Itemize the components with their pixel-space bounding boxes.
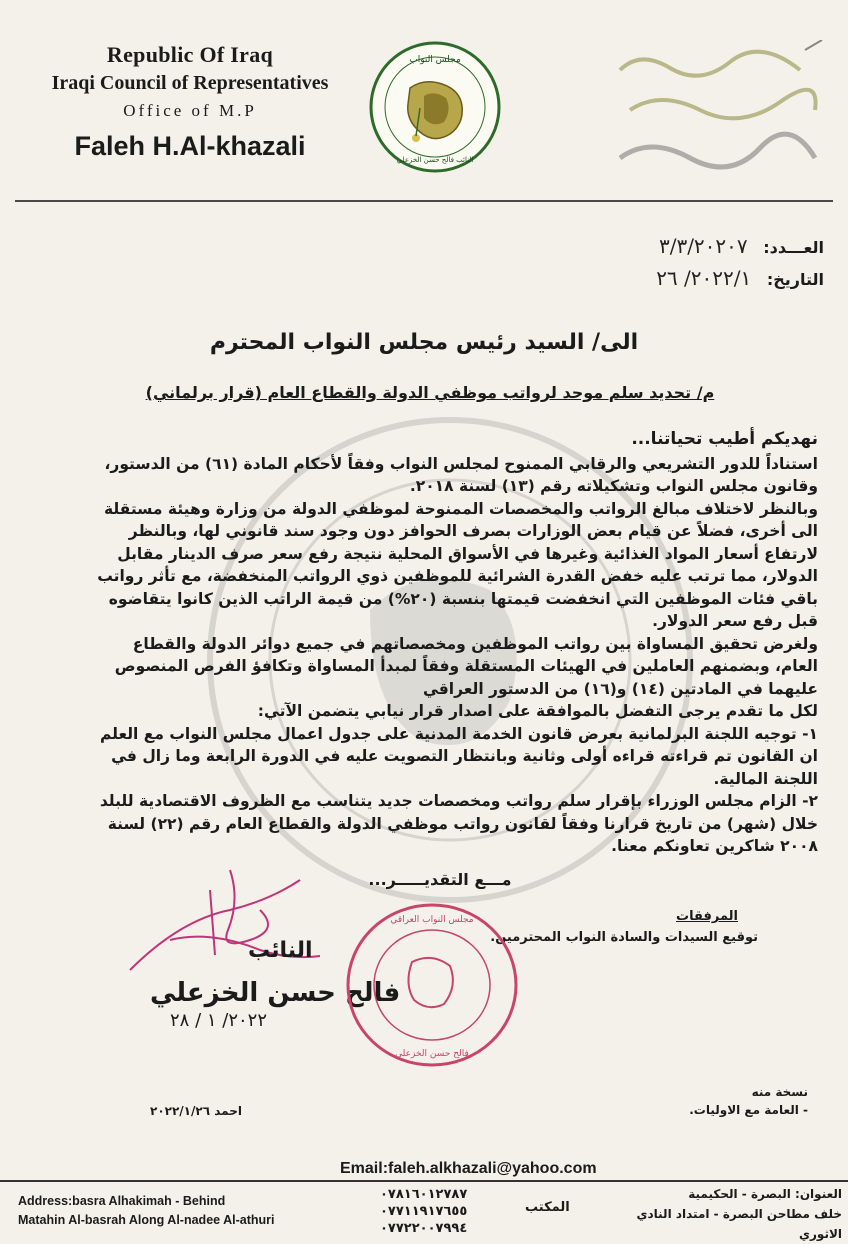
country-name: Republic Of Iraq	[106, 42, 274, 67]
document-number-row	[484, 234, 824, 258]
council-name: Iraqi Council of Representatives	[51, 72, 329, 94]
stamp-top-text: مجلس النواب العراقي	[390, 915, 474, 925]
number-label: العـــدد:	[763, 238, 824, 257]
logo-top-text: مجلس النواب	[409, 55, 461, 65]
copy-to-label: نسخة منه	[751, 1085, 808, 1099]
footer-divider	[0, 1180, 848, 1182]
footer-email: Email:faleh.alkhazali@yahoo.com	[340, 1160, 597, 1177]
office-name: Office of M.P	[123, 101, 257, 120]
handwritten-signature	[110, 860, 340, 990]
footer-address-arabic	[602, 1184, 842, 1244]
footer-address-english	[18, 1192, 275, 1230]
header-arabic-calligraphy	[600, 40, 826, 180]
phone-number: ٠٧٨١٦٠١٢٧٨٧	[380, 1187, 468, 1202]
addressee: الى/ السيد رئيس مجلس النواب المحترم	[209, 330, 639, 355]
header-divider	[15, 200, 833, 202]
paragraph-salary-differences: وبالنظر لاختلاف مبالغ الرواتب والمخصصات الممنوحة لموظفي الدولة من وزارة وهيئة مستقلة الى أخرى، فضلاً عن قيام بعض الوزارات بصرف الحوافز دون وجود سند قانوني لها، وبالنظر لارتفاع أسعار المواد الغذائية وغيرها في الأسواق المحلية نتيجة رفع سعر صرف الدينار مقابل الدولار، مما ترتب عليه خفض القدرة الشرائية للموظفين ذوي الرواتب المنخفضة، مع تأثر رواتب باقي فئات الموظفين التي انخفضت قيمتها بنسبة (٢٠%) من قيمة الراتب الذين كانوا يتقاضوه قبل رفع سعر الدولار.	[97, 499, 818, 630]
document-date-row	[484, 266, 824, 290]
paragraph-legal-basis: استناداً للدور التشريعي والرقابي الممنوح لمجلس النواب وفقاً لأحكام المادة (٦١) من الدستور، وقانون مجلس النواب وتشكيلاته رقم (١٣) لسنة ٢٠١٨.	[104, 454, 818, 495]
address-line-2: Matahin Al-basrah Along Al-nadee Al-athuri	[18, 1213, 275, 1227]
phone-number: ٠٧٧٢٢٠٠٧٩٩٤	[380, 1221, 468, 1236]
mp-name-english: Faleh H.Al-khazali	[74, 131, 306, 161]
stamp-bottom-text: فالح حسن الخزعلي	[395, 1049, 469, 1059]
address-line-1: Address:basra Alhakimah - Behind	[18, 1194, 226, 1208]
request-item-1: ١- توجيه اللجنة البرلمانية بعرض قانون الخدمة المدنية على جدول اعمال مجلس النواب مع العلم ان القانون تم قراءته قراءه أولى وثانية وبانتظار التصويت عليه في الدورة الرابعة وما زال في اللجنة المالية.	[100, 724, 818, 788]
request-item-2: ٢- الزام مجلس الوزراء بإقرار سلم رواتب ومخصصات جديد يتناسب مع الظروف الاقتصادية للبلد خلال (شهر) من تاريخ قرارنا وفقاً لقانون رواتب موظفي الدولة والقطاع العام رقم (٢٢) لسنة ٢٠٠٨ شاكرين تعاونكم معنا.	[99, 792, 818, 855]
copy-to-item: - العامة مع الاوليات.	[689, 1103, 808, 1117]
official-stamp	[342, 900, 522, 1070]
subject-line: م/ تحديد سلم موحد لرواتب موظفي الدولة والقطاع العام (قرار برلماني)	[145, 383, 715, 402]
greeting: نهديكم أطيب تحياتنا...	[631, 429, 818, 449]
header-english-block	[40, 42, 340, 162]
signatory-title: النائب	[248, 938, 313, 963]
logo-bottom-text: النائب فالح حسن الخزعلي	[396, 156, 474, 164]
paragraph-equality: ولغرض تحقيق المساواة بين رواتب الموظفين ومخصصاتهم في جميع دوائر الدولة والقطاع العام، وبضمنهم العاملين في الهيئات المستقلة وفقاً لمبدأ المساواة وتكافؤ الفرص المنصوص عليهما في المادتين (١٤) و(١٦) من الدستور العراقي	[114, 634, 818, 698]
phone-number: ٠٧٧١١٩١٧٦٥٥	[380, 1204, 468, 1219]
office-label: المكتب	[525, 1200, 570, 1215]
letter-body	[92, 428, 818, 858]
date-value: ٢٠٢٢/١/ ٢٦	[656, 266, 752, 290]
footer-phones	[380, 1186, 467, 1237]
typist-date: احمد ٢٠٢٢/١/٢٦	[150, 1104, 242, 1118]
signature-date: ٢٠٢٢/ ١ / ٢٨	[170, 1010, 267, 1031]
signatory-name: فالح حسن الخزعلي	[150, 978, 401, 1008]
number-value: ٣/٣/٢٠٢٠٧	[658, 234, 748, 258]
closing-regards: مـــع التقديـــــر...	[368, 870, 512, 889]
address-ar-line-1: العنوان: البصرة - الحكيمية	[688, 1187, 842, 1201]
address-ar-line-2: خلف مطاحن البصرة - امتداد النادي الاثوري	[636, 1207, 842, 1241]
attachments-label: المرفقات	[676, 909, 738, 924]
date-label: التاريخ:	[766, 270, 824, 289]
paragraph-request: لكل ما تقدم يرجى التفضل بالموافقة على اصدار قرار نيابي يتضمن الآتي:	[257, 702, 818, 720]
attachments-text: توقيع السيدات والسادة النواب المحترمين.	[490, 930, 758, 945]
council-logo	[368, 40, 502, 174]
